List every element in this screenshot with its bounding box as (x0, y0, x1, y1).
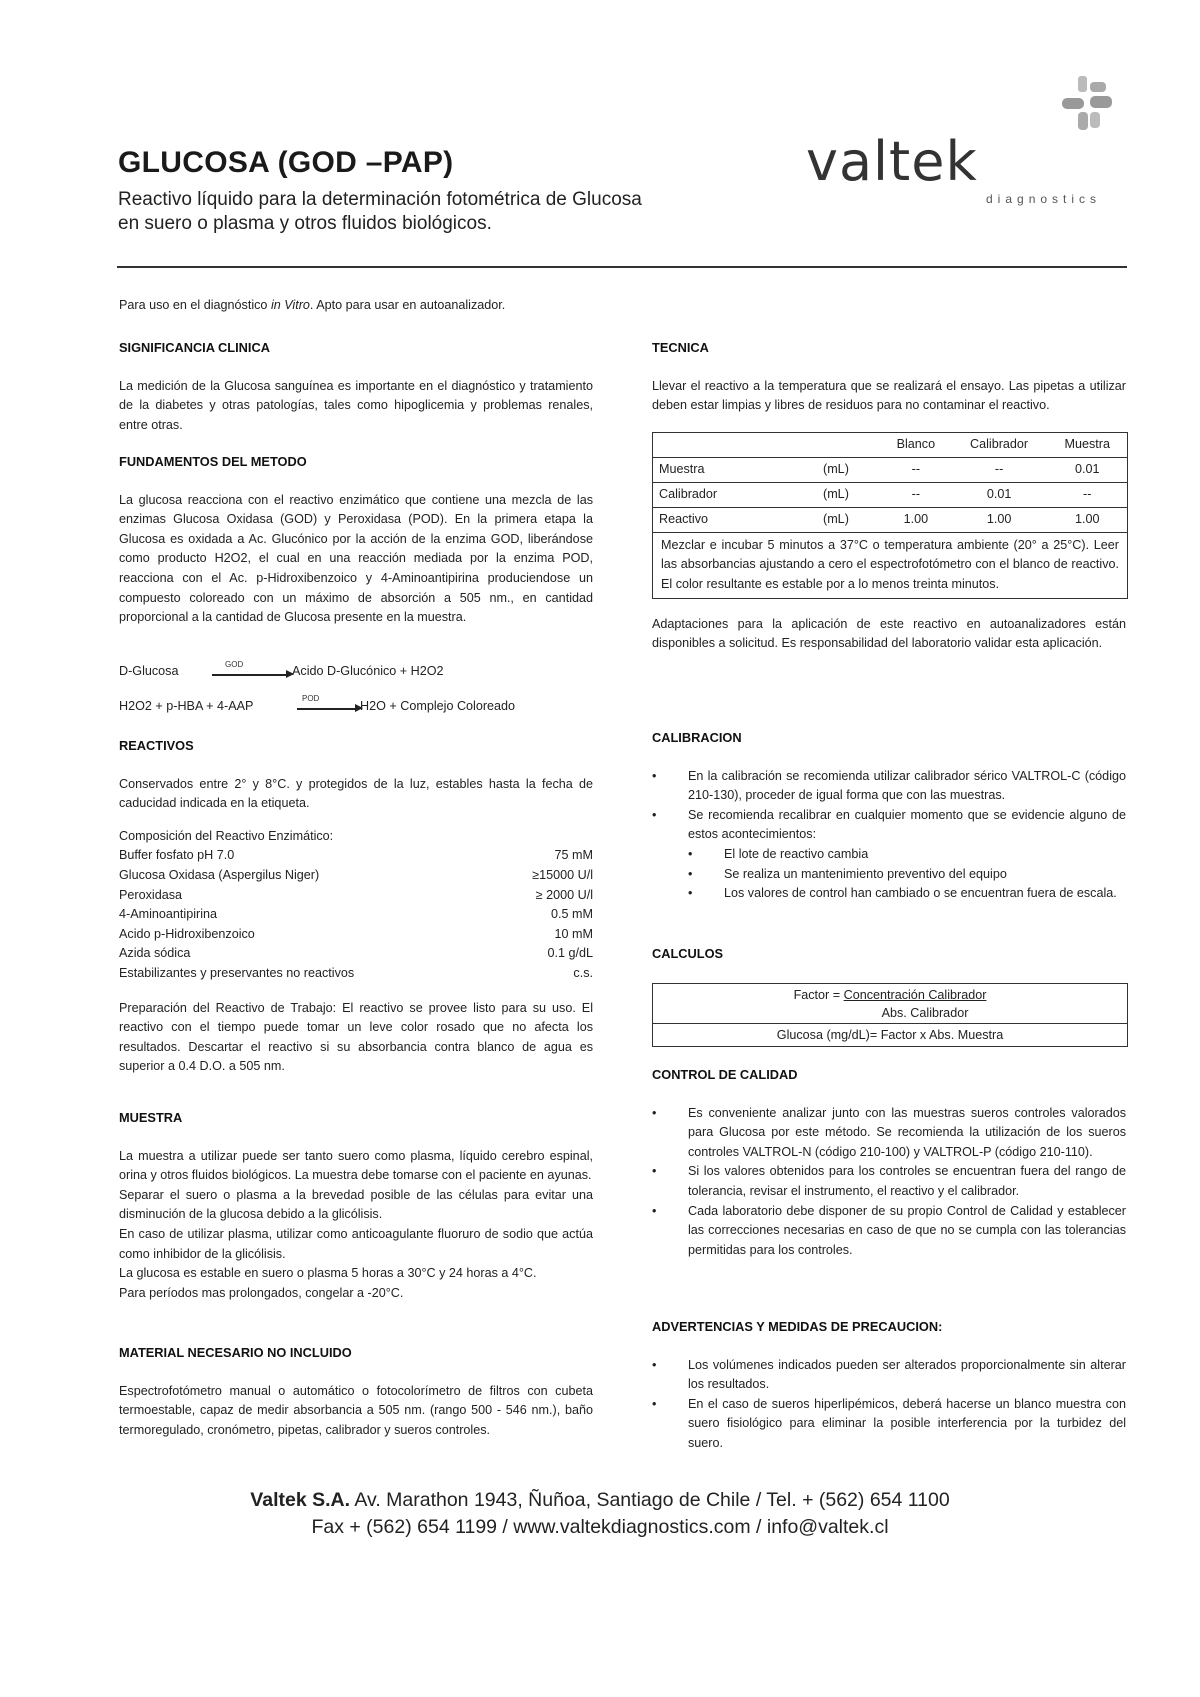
table-row (653, 983, 1128, 1023)
section-heading: TECNICA (652, 340, 709, 355)
calibracion-sublist (688, 845, 1126, 904)
list-item: • Cada laboratorio debe disponer de su propio Control de Calidad y establecer las correcciones necesarias en caso de que no se cumpla con las tolerancias permitidas para los controles. (652, 1202, 1126, 1261)
section-text: Llevar el reactivo a la temperatura que se realizará el ensayo. Las pipetas a utilizar deben estar limpias y libres de residuos para no contaminar el reactivo. (652, 378, 1126, 413)
section-material (119, 1343, 593, 1440)
section-control (652, 1065, 1126, 1260)
list-item: • Los volúmenes indicados pueden ser alterados proporcionalmente sin alterar los resultados. (652, 1356, 1126, 1395)
table-note: Mezclar e incubar 5 minutos a 37°C o temperatura ambiente (20° a 25°C). Leer las absorbancias ajustando a cero el espectrofotómetro con el blanco de reactivo. El color resultante es estable por a lo menos treinta minutos. (653, 532, 1128, 598)
valtek-mark-icon (1056, 74, 1116, 144)
section-text: La glucosa reacciona con el reactivo enzimático que contiene una mezcla de las enzimas Glucosa Oxidasa (GOD) y Peroxidasa (POD). En la primera etapa la Glucosa es oxidada a Ac. Glucónico por la acción de la enzima GOD, liberándose como producto H2O2, el cual en una reacción mediada por la enzima POD, reacciona con el Ac. p-Hidroxibenzoico y 4-Aminoantipirina produciendose un compuesto coloreado con un máximo de absorción a 505 nm., en cantidad proporcional a la cantidad de Glucosa presente en la muestra. (119, 492, 593, 625)
calculos-table (652, 983, 1128, 1047)
section-text: Espectrofotómetro manual o automático o fotocolorímetro de filtros con cubeta termoestable, capaz de medir absorbancia a 505 nm. (rango 500 - 546 nm.), baño termoregulado, cronómetro, pipetas, calibrador y sueros controles. (119, 1383, 593, 1437)
equation-1-enzyme: GOD (225, 660, 244, 669)
footer-company: Valtek S.A. (250, 1489, 351, 1511)
section-fundamentos (119, 452, 593, 628)
equation-2-enzyme: POD (302, 694, 320, 703)
list-item: • Se recomienda recalibrar en cualquier momento que se evidencie alguno de estos acontecimientos: • El lote de reactivo cambia • Se realiza un mantenimiento preventivo del equipo • Los valores de control han cambiado o se encuentran fuera de escala. (652, 806, 1126, 904)
section-heading: CALIBRACION (652, 730, 742, 745)
equation-2-right: H2O + Complejo Coloreado (360, 699, 516, 713)
valtek-logo (806, 74, 1116, 214)
section-text: La muestra a utilizar puede ser tanto suero como plasma, líquido cerebro espinal, orina y otros fluidos biológicos. La muestra debe tomarse con el paciente en ayunas. (119, 1148, 593, 1183)
list-item: • Si los valores obtenidos para los controles se encuentran fuera del rango de tolerancia, revisar el instrumento, el reactivo y el calibrador. (652, 1162, 1126, 1201)
intro-text: Para uso en el diagnóstico in Vitro. Apto para usar en autoanalizador. (119, 298, 506, 312)
intro-italic: in Vitro (270, 298, 310, 312)
section-text: Conservados entre 2° y 8°C. y protegidos de la luz, estables hasta la fecha de caducidad indicada en la etiqueta. (119, 776, 593, 811)
column-header: Calibrador (970, 436, 1029, 451)
section-text: La medición de la Glucosa sanguínea es importante en el diagnóstico y tratamiento de la diabetes y otras patologías, tales como hipoglicemia y problemas renales, entre otras. (119, 378, 593, 432)
table-note-row (653, 532, 1128, 598)
section-text: Para períodos mas prolongados, congelar a -20°C. (119, 1285, 404, 1300)
subtitle-line-1: Reactivo líquido para la determinación fotométrica de Glucosa (118, 189, 642, 210)
list-item: • El lote de reactivo cambia (688, 845, 1126, 865)
composition-row: Peroxidasa ≥ 2000 U/l (119, 887, 593, 902)
tecnica-table (652, 432, 1128, 599)
footer-line-2: Fax + (562) 654 1199 / www.valtekdiagnostics.com / info@valtek.cl (311, 1516, 889, 1538)
preparacion-text: Preparación del Reactivo de Trabajo: El reactivo se provee listo para su uso. El reactivo con el tiempo puede tomar un leve color rosado que no afecta los resultados. Descartar el reactivo si su absorbancia contra blanco de agua es superior a 0.4 D.O. a 505 nm. (119, 1000, 593, 1074)
composition-row: Glucosa Oxidasa (Aspergilus Niger) ≥15000 U/l (119, 867, 593, 882)
section-reactivos (119, 736, 593, 1077)
composition-list (119, 846, 593, 983)
section-heading: CONTROL DE CALIDAD (652, 1067, 798, 1082)
table-row (653, 1023, 1128, 1046)
composition-row: 4-Aminoantipirina 0.5 mM (119, 907, 593, 922)
section-muestra (119, 1108, 593, 1303)
section-text: La glucosa es estable en suero o plasma 5 horas a 30°C y 24 horas a 4°C. (119, 1266, 537, 1281)
equation-2-left: H2O2 + p-HBA + 4-AAP (119, 699, 254, 713)
section-tecnica (652, 338, 1126, 654)
glucosa-formula: Glucosa (mg/dL)= Factor x Abs. Muestra (653, 1023, 1128, 1046)
section-calculos (652, 944, 1126, 1047)
table-row: Muestra (mL) -- -- 0.01 (653, 457, 1128, 482)
arrow-icon (297, 708, 359, 710)
list-item: • Los valores de control han cambiado o se encuentran fuera de escala. (688, 884, 1126, 904)
logo-tagline: diagnostics (986, 192, 1102, 206)
section-heading: MUESTRA (119, 1110, 183, 1125)
arrow-icon (212, 674, 290, 676)
factor-label: Factor = (793, 987, 844, 1002)
adaptaciones-text: Adaptaciones para la aplicación de este reactivo en autoanalizadores están disponibles a solicitud. Es responsabilidad del laboratorio validar esta aplicación. (652, 616, 1126, 651)
list-item: • Se realiza un mantenimiento preventivo del equipo (688, 865, 1126, 885)
section-text: En caso de utilizar plasma, utilizar como anticoagulante fluoruro de sodio que actúa como inhibidor de la glicólisis. (119, 1226, 593, 1261)
composition-title: Composición del Reactivo Enzimático: (119, 828, 334, 843)
list-item: • En el caso de sueros hiperlipémicos, deberá hacerse un blanco muestra con suero fisiológico para eliminar la posible interferencia por la turbidez del suero. (652, 1395, 1126, 1454)
equation-1-left: D-Glucosa (119, 664, 179, 678)
table-row: Reactivo (mL) 1.00 1.00 1.00 (653, 507, 1128, 532)
section-heading: REACTIVOS (119, 738, 194, 753)
footer-line-1 (0, 1489, 1200, 1512)
factor-numerator: Concentración Calibrador (843, 987, 987, 1002)
equation-1-right: Acido D-Glucónico + H2O2 (292, 664, 444, 678)
section-heading: FUNDAMENTOS DEL METODO (119, 454, 307, 469)
list-item: • Es conveniente analizar junto con las muestras sueros controles valorados para Glucosa por este método. Se recomienda la utilización de los sueros controles VALTROL-N (código 210-100) y VALTROL-P (código 210-110). (652, 1104, 1126, 1163)
section-heading: CALCULOS (652, 946, 724, 961)
composition-row: Azida sódica 0.1 g/dL (119, 946, 593, 961)
section-heading: SIGNIFICANCIA CLINICA (119, 340, 270, 355)
factor-denominator: Abs. Calibrador (881, 1005, 969, 1020)
section-heading: ADVERTENCIAS Y MEDIDAS DE PRECAUCION: (652, 1319, 943, 1334)
calibracion-list (652, 767, 1126, 904)
section-heading: MATERIAL NECESARIO NO INCLUIDO (119, 1345, 352, 1360)
list-item: • En la calibración se recomienda utilizar calibrador sérico VALTROL-C (código 210-130), proceder de igual forma que con las muestras. (652, 767, 1126, 806)
composition-row: Acido p-Hidroxibenzoico 10 mM (119, 926, 593, 941)
composition-row: Estabilizantes y preservantes no reactivos c.s. (119, 965, 593, 980)
table-header-row (653, 432, 1128, 457)
footer-address: Av. Marathon 1943, Ñuñoa, Santiago de Chile / Tel. + (562) 654 1100 (350, 1489, 950, 1511)
subtitle-line-2: en suero o plasma y otros fluidos biológicos. (118, 213, 492, 234)
logo-wordmark: valtek (806, 130, 978, 193)
composition-row: Buffer fosfato pH 7.0 75 mM (119, 848, 593, 863)
advertencias-list (652, 1356, 1126, 1454)
table-row: Calibrador (mL) -- 0.01 -- (653, 482, 1128, 507)
column-header: Blanco (896, 436, 936, 451)
control-list (652, 1104, 1126, 1261)
section-significancia (119, 338, 593, 435)
document-subtitle (118, 188, 738, 236)
document-title: GLUCOSA (GOD –PAP) (118, 146, 454, 179)
section-advertencias (652, 1317, 1126, 1454)
section-calibracion (652, 728, 1126, 904)
header-divider (117, 266, 1127, 268)
section-text: Separar el suero o plasma a la brevedad posible de las células para evitar una disminución de la glucosa debido a la glicólisis. (119, 1187, 593, 1222)
column-header: Muestra (1064, 436, 1110, 451)
